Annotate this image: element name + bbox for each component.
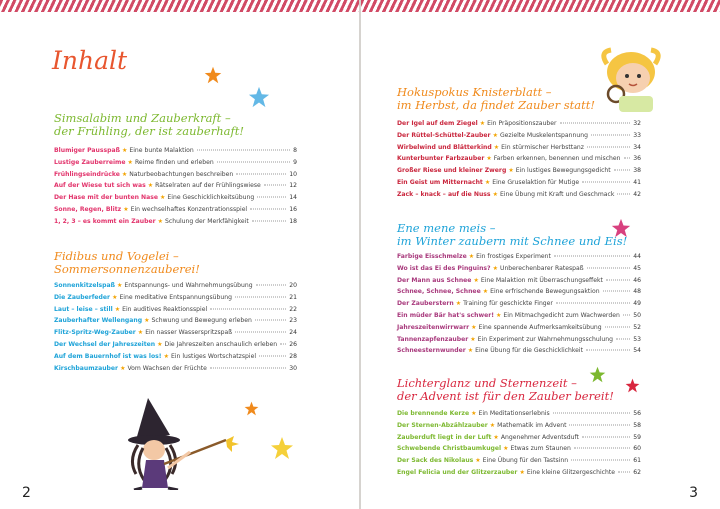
star-bullet-icon: ★	[484, 178, 491, 186]
entry-page-number: 61	[633, 457, 641, 465]
dot-leader	[197, 150, 290, 151]
star-bullet-icon: ★	[492, 131, 498, 139]
heading-line: Hokuspokus Knisterblatt –	[397, 85, 552, 99]
heading-line: Sommersonnenzauberei!	[54, 262, 200, 276]
section-heading-spring	[54, 112, 244, 138]
star-bullet-icon: ★	[160, 194, 166, 202]
dot-leader	[616, 338, 630, 339]
dot-leader	[587, 267, 631, 268]
yellow-star-icon	[270, 436, 294, 460]
entry-page-number: 45	[633, 264, 641, 272]
entry-page-number: 62	[633, 468, 641, 476]
top-stripe-decoration	[0, 0, 359, 12]
entry-page-number: 22	[289, 305, 297, 313]
entry-title: Zauberhafter Wellengang	[54, 317, 143, 325]
toc-entry[interactable]	[54, 194, 297, 206]
entry-title: Der Igel auf dem Ziegel	[397, 120, 478, 127]
star-bullet-icon: ★	[508, 167, 514, 175]
entry-title: Der Sack des Nikolaus	[397, 457, 474, 465]
entry-page-number: 34	[633, 143, 641, 151]
toc-entry[interactable]	[397, 469, 641, 481]
entry-page-number: 38	[633, 167, 641, 175]
entry-description: Eine Übung mit Kraft und Geschmack	[499, 190, 615, 198]
dot-leader	[569, 424, 630, 425]
entry-title: Lustige Zauberreime	[54, 158, 126, 166]
toc-entry[interactable]	[397, 300, 641, 312]
entry-title: Sonnenkitzelspaß	[54, 282, 116, 289]
entry-description: Ein Präpositionszauber	[487, 120, 557, 127]
entry-description: Gezielte Muskelentspannung	[499, 131, 588, 139]
entry-description: Ein stürmischer Herbsttanz	[501, 143, 584, 151]
dot-leader	[255, 320, 286, 321]
dot-leader	[259, 355, 286, 356]
entry-title: Der Zauberstern	[397, 300, 454, 308]
dot-leader	[553, 413, 631, 414]
entry-description: Eine Malaktion mit Überraschungseffekt	[480, 276, 603, 284]
entry-page-number: 16	[289, 205, 297, 213]
entry-description: Ein frostiges Experiment	[476, 253, 551, 260]
entry-title: Laut – leise – still	[54, 305, 113, 313]
entry-description: Naturbeobachtungen beschreiben	[129, 170, 234, 178]
dot-leader	[618, 471, 630, 472]
entry-description: Die Jahreszeiten anschaulich erleben	[164, 340, 278, 348]
entry-description: Schulung der Merkfähigkeit	[165, 217, 249, 225]
toc-entry[interactable]	[54, 353, 297, 365]
toc-entry[interactable]	[54, 365, 297, 377]
orange-star-icon	[244, 401, 259, 416]
entry-description: Ein Experiment zur Wahrnehmungsschulung	[477, 335, 614, 343]
entry-page-number: 54	[633, 347, 641, 355]
dot-leader	[605, 326, 631, 327]
entry-page-number: 26	[289, 340, 297, 348]
toc-entry[interactable]	[397, 265, 641, 277]
star-bullet-icon: ★	[489, 421, 496, 429]
star-bullet-icon: ★	[468, 253, 475, 260]
toc-entry[interactable]	[397, 132, 641, 144]
page-number-left: 2	[22, 485, 31, 501]
entry-title: Zauberduft liegt in der Luft	[397, 433, 492, 441]
entry-description: Ein lustiges Bewegungsgedicht	[515, 167, 611, 175]
heading-line: der Frühling, der ist zauberhaft!	[54, 124, 244, 138]
entry-description: Eine Gruselaktion für Mutige	[492, 178, 580, 186]
toc-entry[interactable]	[397, 144, 641, 156]
entry-page-number: 36	[633, 155, 641, 163]
entry-page-number: 24	[289, 329, 297, 337]
heading-line: im Winter zaubern mit Schnee und Eis!	[397, 234, 628, 248]
toc-entry[interactable]	[397, 120, 641, 132]
entry-page-number: 42	[633, 190, 641, 198]
entry-title: Wo ist das Ei des Pinguins?	[397, 264, 491, 272]
heading-line: Simsalabim und Zauberkraft –	[54, 111, 231, 125]
toc-list-summer	[54, 282, 297, 376]
star-bullet-icon: ★	[492, 264, 498, 272]
entry-description: Ein wechselhaftes Konzentrationsspiel	[130, 205, 248, 213]
dot-leader	[571, 460, 630, 461]
entry-description: Eine kleine Glitzergeschichte	[526, 468, 616, 476]
entry-page-number: 28	[289, 352, 297, 360]
toc-entry[interactable]	[397, 434, 641, 446]
dot-leader	[256, 285, 287, 286]
entry-page-number: 10	[289, 170, 297, 178]
star-bullet-icon: ★	[121, 170, 128, 178]
dot-leader	[560, 123, 631, 124]
entry-page-number: 48	[633, 288, 641, 296]
star-bullet-icon: ★	[482, 288, 489, 296]
entry-page-number: 41	[633, 178, 641, 186]
star-bullet-icon: ★	[503, 445, 509, 453]
toc-entry[interactable]	[397, 179, 641, 191]
toc-entry[interactable]	[54, 306, 297, 318]
entry-title: Der Sternen-Abzählzauber	[397, 421, 488, 429]
entry-title: Der Rüttel-Schüttel-Zauber	[397, 131, 491, 139]
dot-leader	[257, 197, 286, 198]
entry-description: Reime finden und erleben	[134, 158, 214, 166]
star-bullet-icon: ★	[112, 293, 118, 301]
heading-line: Lichterglanz und Sternenzeit –	[397, 376, 577, 390]
entry-page-number: 33	[633, 131, 641, 139]
entry-description: Eine Übung für den Tastsinn	[482, 457, 569, 465]
heading-line: der Advent ist für den Zauber bereit!	[397, 389, 614, 403]
section-heading-advent	[397, 377, 614, 403]
entry-title: Frühlingseindrücke	[54, 170, 120, 178]
entry-title: Auf der Wiese tut sich was	[54, 182, 146, 190]
entry-title: Kunterbunter Farbzauber	[397, 155, 485, 163]
entry-page-number: 18	[289, 217, 297, 225]
entry-page-number: 30	[289, 364, 297, 372]
toc-entry[interactable]	[54, 341, 297, 353]
toc-entry[interactable]	[397, 288, 641, 300]
entry-page-number: 14	[289, 194, 297, 202]
star-bullet-icon: ★	[473, 276, 479, 284]
entry-title: Ein müder Bär hat's schwer!	[397, 311, 495, 319]
star-bullet-icon: ★	[470, 335, 476, 343]
dot-leader	[582, 436, 630, 437]
entry-title: Großer Riese und kleiner Zwerg	[397, 167, 507, 175]
star-bullet-icon: ★	[496, 311, 502, 319]
heading-line: im Herbst, da findet Zauber statt!	[397, 98, 595, 112]
entry-title: Tannenzapfenzauber	[397, 335, 469, 343]
heading-line: Ene mene meis –	[397, 221, 496, 235]
entry-description: Etwas zum Staunen	[510, 445, 571, 453]
entry-description: Ein Meditationserlebnis	[478, 410, 550, 417]
star-bullet-icon: ★	[493, 433, 499, 441]
entry-title: Wirbelwind und Blätterkind	[397, 143, 492, 151]
entry-description: Rätselraten auf der Frühlingswiese	[155, 182, 261, 190]
entry-title: Kirschbaumzauber	[54, 364, 119, 372]
entry-description: Eine Übung für die Geschicklichkeit	[475, 347, 583, 355]
toc-entry[interactable]	[397, 422, 641, 434]
toc-entry[interactable]	[397, 347, 641, 359]
toc-entry[interactable]	[54, 218, 297, 230]
star-bullet-icon: ★	[114, 305, 121, 313]
star-bullet-icon: ★	[467, 347, 474, 355]
star-bullet-icon: ★	[471, 410, 477, 417]
entry-title: Blumiger Pausspaß	[54, 147, 120, 154]
toc-entry[interactable]	[54, 171, 297, 183]
entry-description: Training für geschickte Finger	[463, 300, 553, 308]
page-number-right: 3	[689, 485, 698, 501]
entry-title: Schnee, Schnee, Schnee	[397, 288, 481, 296]
star-bullet-icon: ★	[120, 364, 126, 372]
star-bullet-icon: ★	[122, 147, 128, 154]
entry-title: Der Wechsel der Jahreszeiten	[54, 340, 156, 348]
entry-page-number: 53	[633, 335, 641, 343]
dot-leader	[235, 332, 286, 333]
entry-title: Jahreszeitenwirrwarr	[397, 323, 470, 331]
entry-title: Der Hase mit der bunten Nase	[54, 194, 159, 202]
dot-leader	[210, 367, 286, 368]
star-bullet-icon: ★	[163, 352, 169, 360]
toc-entry[interactable]	[54, 294, 297, 306]
entry-page-number: 52	[633, 323, 641, 331]
entry-page-number: 12	[289, 182, 297, 190]
star-bullet-icon: ★	[144, 317, 150, 325]
entry-page-number: 58	[633, 421, 641, 429]
dot-leader	[624, 158, 631, 159]
star-bullet-icon: ★	[479, 120, 486, 127]
entry-description: Ein auditives Reaktionsspiel	[122, 305, 208, 313]
entry-description: Ein lustiges Wortschatzspiel	[170, 352, 257, 360]
entry-title: Der Mann aus Schnee	[397, 276, 472, 284]
dot-leader	[617, 193, 630, 194]
entry-title: Die brennende Kerze	[397, 410, 470, 417]
toc-entry[interactable]	[54, 317, 297, 329]
toc-list-winter	[397, 253, 641, 359]
star-bullet-icon: ★	[157, 217, 164, 225]
dot-leader	[264, 185, 286, 186]
entry-page-number: 32	[633, 120, 641, 127]
top-stripe-decoration	[361, 0, 720, 12]
entry-title: Schwebende Christbaumkugel	[397, 445, 502, 453]
entry-description: Ein Mitmachgedicht zum Wachwerden	[503, 311, 620, 319]
dot-leader	[603, 291, 631, 292]
toc-entry[interactable]	[397, 155, 641, 167]
heading-line: Fidibus und Vogelei –	[54, 249, 179, 263]
toc-entry[interactable]	[54, 182, 297, 194]
page-title: Inhalt	[52, 46, 128, 75]
star-bullet-icon: ★	[123, 205, 129, 213]
star-bullet-icon: ★	[127, 158, 133, 166]
dot-leader	[554, 256, 630, 257]
entry-title: Sonne, Regen, Blitz	[54, 205, 122, 213]
toc-entry[interactable]	[397, 253, 641, 265]
toc-entry[interactable]	[397, 191, 641, 203]
entry-description: Eine Geschicklichkeitsübung	[167, 194, 255, 202]
section-heading-winter	[397, 222, 627, 248]
toc-entry[interactable]	[397, 336, 641, 348]
entry-page-number: 50	[633, 311, 641, 319]
left-page	[0, 0, 359, 509]
entry-title: Schneesternwunder	[397, 347, 466, 355]
entry-description: Unberechenbarer Ratespaß	[499, 264, 584, 272]
entry-description: Angenehmer Adventsduft	[500, 433, 579, 441]
dot-leader	[280, 343, 286, 344]
toc-entry[interactable]	[397, 277, 641, 289]
entry-page-number: 8	[293, 147, 297, 154]
toc-entry[interactable]	[54, 159, 297, 171]
dot-leader	[217, 161, 290, 162]
entry-title: Engel Felicia und der Glitzerzauber	[397, 468, 518, 476]
toc-entry[interactable]	[397, 410, 641, 422]
entry-page-number: 9	[293, 158, 297, 166]
entry-title: Ein Geist um Mitternacht	[397, 178, 483, 186]
section-heading-autumn	[397, 86, 595, 112]
entry-description: Ein nasser Wasserspritzspaß	[145, 329, 233, 337]
entry-description: Vom Wachsen der Früchte	[127, 364, 207, 372]
entry-page-number: 60	[633, 445, 641, 453]
toc-entry[interactable]	[397, 457, 641, 469]
toc-list-advent	[397, 410, 641, 481]
dot-leader	[587, 146, 630, 147]
entry-description: Eine bunte Malaktion	[129, 147, 194, 154]
girl-magnifier-illustration	[589, 42, 685, 112]
section-heading-summer	[54, 250, 200, 276]
toc-entry[interactable]	[397, 324, 641, 336]
entry-title: Farbige Eisschmelze	[397, 253, 467, 260]
entry-title: Die Zauberfeder	[54, 293, 111, 301]
star-bullet-icon: ★	[519, 468, 525, 476]
entry-title: Flitz-Spritz-Weg-Zauber	[54, 329, 136, 337]
entry-page-number: 21	[289, 293, 297, 301]
star-bullet-icon: ★	[492, 190, 498, 198]
star-bullet-icon: ★	[157, 340, 163, 348]
star-bullet-icon: ★	[493, 143, 500, 151]
star-bullet-icon: ★	[455, 300, 462, 308]
dot-leader	[586, 350, 630, 351]
entry-page-number: 56	[633, 410, 641, 417]
star-bullet-icon: ★	[471, 323, 477, 331]
dot-leader	[250, 208, 286, 209]
witch-illustration	[108, 390, 258, 490]
toc-entry[interactable]	[54, 147, 297, 159]
star-bullet-icon: ★	[147, 182, 154, 190]
entry-page-number: 59	[633, 433, 641, 441]
dot-leader	[556, 303, 630, 304]
star-bullet-icon: ★	[486, 155, 492, 163]
dot-leader	[614, 170, 631, 171]
toc-entry[interactable]	[54, 206, 297, 218]
dot-leader	[252, 220, 287, 221]
blue-star-icon	[248, 86, 270, 108]
entry-description: Eine meditative Entspannungsübung	[119, 293, 232, 301]
dot-leader	[582, 181, 630, 182]
entry-page-number: 20	[289, 282, 297, 289]
toc-entry[interactable]	[397, 167, 641, 179]
dot-leader	[574, 448, 630, 449]
entry-title: Auf dem Bauernhof ist was los!	[54, 352, 162, 360]
entry-description: Farben erkennen, benennen und mischen	[493, 155, 621, 163]
toc-list-autumn	[397, 120, 641, 203]
star-bullet-icon: ★	[117, 282, 123, 289]
red-star-icon	[625, 378, 640, 393]
right-page	[361, 0, 720, 509]
entry-title: 1, 2, 3 – es kommt ein Zauber	[54, 217, 156, 225]
orange-star-icon	[204, 66, 222, 84]
entry-description: Schwung und Bewegung erleben	[151, 317, 252, 325]
entry-description: Mathematik im Advent	[497, 421, 567, 429]
entry-page-number: 23	[289, 317, 297, 325]
toc-entry[interactable]	[54, 282, 297, 294]
dot-leader	[236, 173, 286, 174]
entry-title: Zack – knack – auf die Nuss	[397, 190, 491, 198]
entry-page-number: 44	[633, 253, 641, 260]
toc-entry[interactable]	[397, 312, 641, 324]
dot-leader	[606, 279, 630, 280]
star-bullet-icon: ★	[137, 329, 144, 337]
toc-entry[interactable]	[54, 329, 297, 341]
entry-page-number: 46	[633, 276, 641, 284]
entry-description: Eine erfrischende Bewegungsaktion	[490, 288, 600, 296]
dot-leader	[235, 296, 286, 297]
entry-page-number: 49	[633, 300, 641, 308]
toc-list-spring	[54, 147, 297, 230]
toc-entry[interactable]	[397, 445, 641, 457]
dot-leader	[591, 134, 630, 135]
dot-leader	[623, 314, 630, 315]
entry-description: Entspannungs- und Wahrnehmungsübung	[124, 282, 253, 289]
dot-leader	[210, 308, 286, 309]
star-bullet-icon: ★	[475, 457, 481, 465]
entry-description: Eine spannende Aufmerksamkeitsübung	[478, 323, 602, 331]
